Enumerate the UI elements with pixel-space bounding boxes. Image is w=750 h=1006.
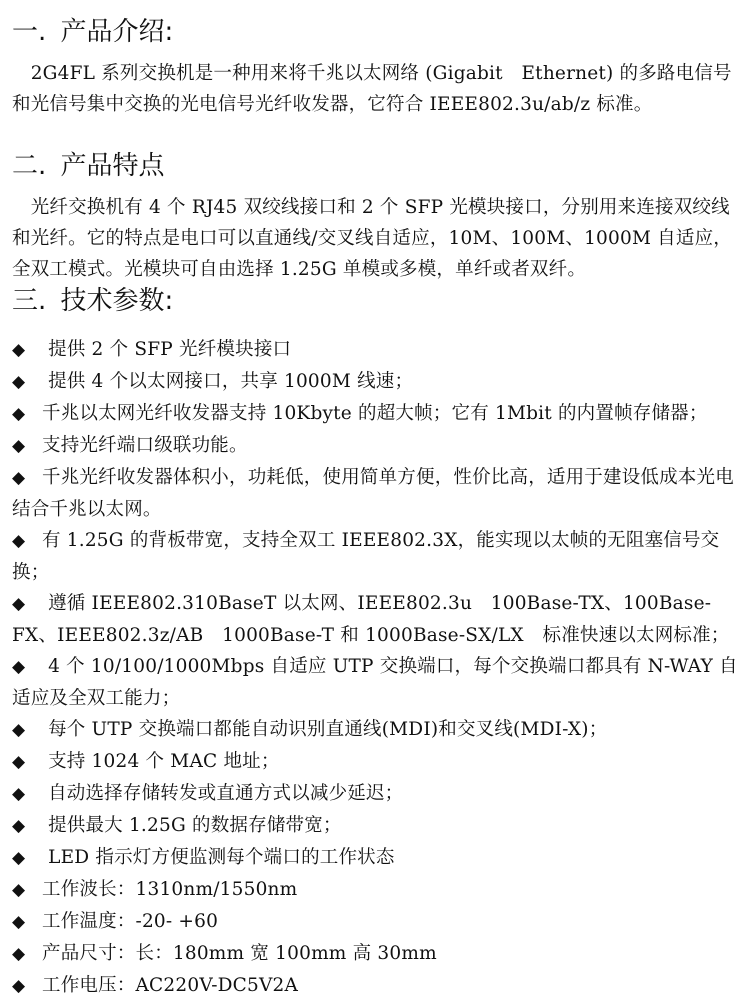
diamond-bullet-icon: ◆ — [12, 752, 26, 772]
spec-item-text: 有 1.25G 的背板带宽，支持全双工 IEEE802.3X，能实现以太帧的无阻塞信号交换； — [12, 530, 720, 583]
diamond-bullet-icon: ◆ — [12, 720, 26, 740]
spec-list-item — [12, 938, 742, 970]
section-title: 技术参数: — [60, 286, 174, 316]
diamond-bullet-icon: ◆ — [12, 944, 26, 964]
diamond-bullet-icon: ◆ — [12, 404, 26, 424]
diamond-bullet-icon: ◆ — [12, 340, 26, 360]
spec-list-item — [12, 525, 742, 588]
spec-item-text: 支持光纤端口级联功能。 — [42, 435, 248, 456]
spec-bullet-list — [12, 334, 742, 1002]
spec-item-text: LED 指示灯方便监测每个端口的工作状态 — [42, 847, 395, 868]
spec-list-item — [12, 398, 742, 430]
spec-item-text: 遵循 IEEE802.310BaseT 以太网、IEEE802.3u 100Base-TX、100Base-FX、IEEE802.3z/AB 1000Base-T 和 1000Base-SX/LX 标准快速以太网标准； — [12, 593, 730, 646]
spec-list-item — [12, 366, 742, 398]
diamond-bullet-icon: ◆ — [12, 436, 26, 456]
diamond-bullet-icon: ◆ — [12, 976, 26, 996]
spec-list-item — [12, 842, 742, 874]
diamond-bullet-icon: ◆ — [12, 657, 26, 677]
diamond-bullet-icon: ◆ — [12, 912, 26, 932]
section-heading-features — [12, 150, 165, 182]
section-title: 产品介绍: — [60, 17, 174, 47]
spec-item-text: 产品尺寸：长：180mm 宽 100mm 高 30mm — [42, 943, 437, 964]
spec-item-text: 千兆光纤收发器体积小，功耗低，使用简单方便，性价比高，适用于建设低成本光电结合千兆以太网。 — [12, 467, 734, 520]
spec-list-item — [12, 334, 742, 366]
spec-list-item — [12, 970, 742, 1002]
diamond-bullet-icon: ◆ — [12, 372, 26, 392]
spec-list-item — [12, 810, 742, 842]
features-paragraph: 光纤交换机有 4 个 RJ45 双绞线接口和 2 个 SFP 光模块接口，分别用来连接双绞线和光纤。它的特点是电口可以直通线/交叉线自适应，10M、100M、1000M 自适应，全双工模式。光模块可自由选择 1.25G 单模或多模，单纤或者双纤。 — [12, 197, 732, 280]
diamond-bullet-icon: ◆ — [12, 848, 26, 868]
spec-item-text: 每个 UTP 交换端口都能自动识别直通线(MDI)和交叉线(MDI-X)； — [42, 719, 608, 740]
diamond-bullet-icon: ◆ — [12, 468, 26, 488]
spec-item-text: 千兆以太网光纤收发器支持 10Kbyte 的超大帧；它有 1Mbit 的内置帧存储器； — [42, 403, 708, 424]
spec-list-item — [12, 588, 742, 651]
spec-list-item — [12, 430, 742, 462]
section-heading-specs — [12, 285, 173, 317]
section-title: 产品特点 — [60, 151, 165, 181]
spec-item-text: 工作电压：AC220V-DC5V2A — [42, 975, 299, 996]
diamond-bullet-icon: ◆ — [12, 816, 26, 836]
intro-paragraph: 2G4FL 系列交换机是一种用来将千兆以太网络 (Gigabit Ethernet) 的多路电信号和光信号集中交换的光电信号光纤收发器，它符合 IEEE802.3u/ab/z 标准。 — [12, 63, 732, 115]
spec-list-item — [12, 746, 742, 778]
spec-item-text: 工作温度：-20- +60 — [42, 911, 219, 932]
spec-item-text: 自动选择存储转发或直通方式以减少延迟； — [42, 783, 404, 804]
spec-item-text: 提供 4 个以太网接口，共享 1000M 线速； — [42, 371, 414, 392]
spec-item-text: 4 个 10/100/1000Mbps 自适应 UTP 交换端口，每个交换端口都具有 N-WAY 自适应及全双工能力； — [12, 656, 738, 709]
diamond-bullet-icon: ◆ — [12, 784, 26, 804]
section-heading-intro — [12, 16, 173, 48]
spec-list-item — [12, 874, 742, 906]
spec-item-text: 提供最大 1.25G 的数据存储带宽； — [42, 815, 342, 836]
spec-list-item — [12, 906, 742, 938]
section-number: 三. — [12, 286, 47, 316]
diamond-bullet-icon: ◆ — [12, 594, 26, 614]
diamond-bullet-icon: ◆ — [12, 531, 26, 551]
spec-item-text: 工作波长：1310nm/1550nm — [42, 879, 298, 900]
spec-item-text: 支持 1024 个 MAC 地址； — [42, 751, 280, 772]
spec-item-text: 提供 2 个 SFP 光纤模块接口 — [42, 339, 292, 360]
spec-list-item — [12, 778, 742, 810]
spec-list-item — [12, 651, 742, 714]
section-number: 一. — [12, 17, 47, 47]
spec-list-item — [12, 462, 742, 525]
section-number: 二. — [12, 151, 47, 181]
spec-list-item — [12, 714, 742, 746]
diamond-bullet-icon: ◆ — [12, 880, 26, 900]
